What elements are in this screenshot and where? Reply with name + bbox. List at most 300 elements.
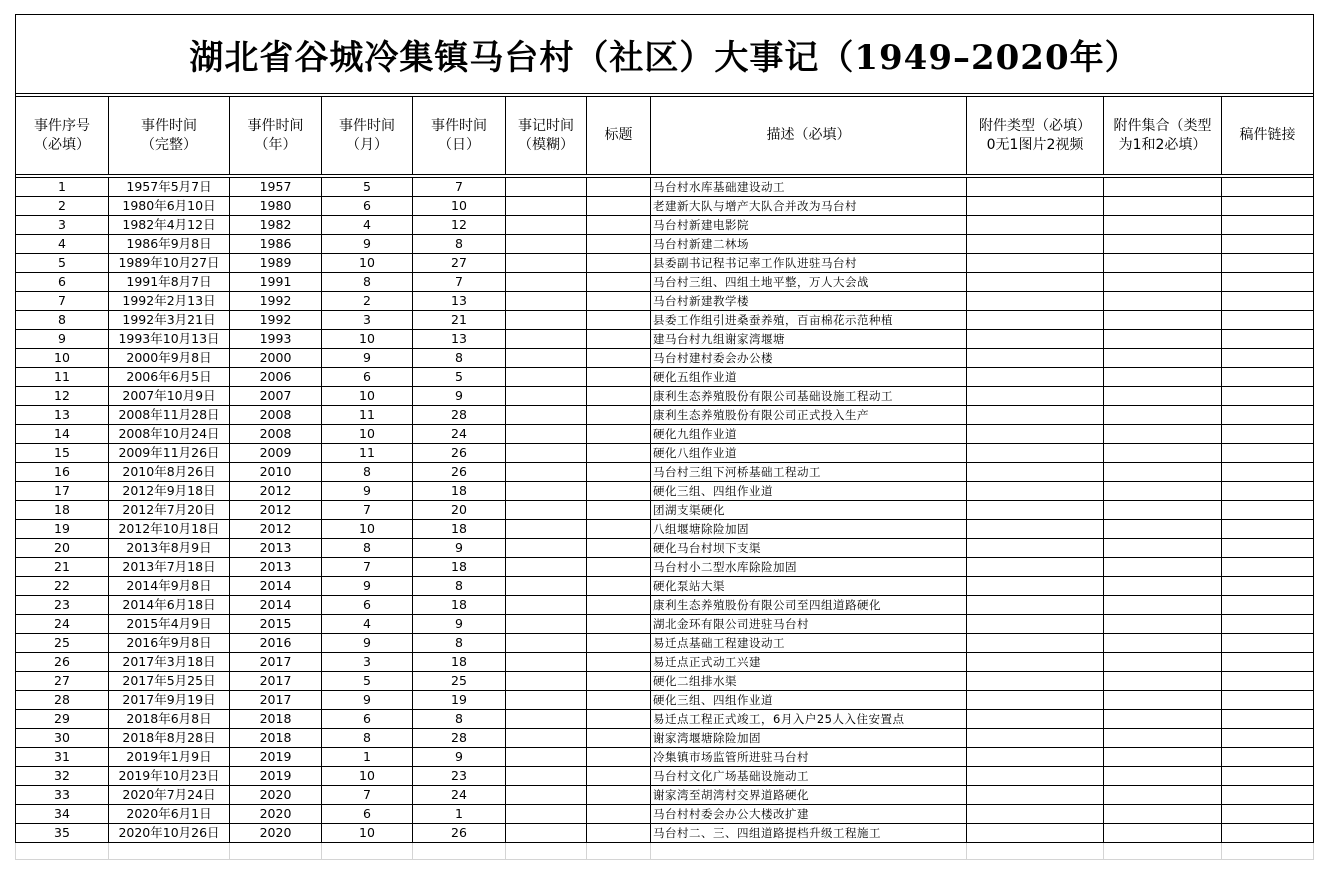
empty-cell[interactable] <box>413 843 506 860</box>
table-cell[interactable] <box>1104 501 1222 520</box>
table-cell[interactable] <box>506 710 587 729</box>
table-cell[interactable]: 1 <box>322 748 413 767</box>
table-cell[interactable] <box>1104 387 1222 406</box>
table-cell[interactable] <box>1222 216 1314 235</box>
table-cell[interactable] <box>1104 691 1222 710</box>
table-cell[interactable]: 10 <box>322 824 413 843</box>
table-cell[interactable]: 26 <box>413 824 506 843</box>
table-cell[interactable] <box>1104 653 1222 672</box>
table-cell[interactable]: 4 <box>322 615 413 634</box>
table-cell[interactable]: 2012 <box>230 501 322 520</box>
table-cell[interactable]: 马台村小二型水库除险加固 <box>651 558 967 577</box>
table-cell[interactable]: 马台村三组下河桥基础工程动工 <box>651 463 967 482</box>
table-cell[interactable]: 9 <box>413 539 506 558</box>
table-cell[interactable]: 31 <box>16 748 109 767</box>
table-cell[interactable]: 4 <box>322 216 413 235</box>
table-cell[interactable] <box>967 444 1104 463</box>
table-cell[interactable] <box>967 349 1104 368</box>
table-cell[interactable]: 32 <box>16 767 109 786</box>
column-header[interactable] <box>230 97 322 175</box>
table-cell[interactable] <box>1104 311 1222 330</box>
table-cell[interactable] <box>1222 520 1314 539</box>
table-cell[interactable]: 1 <box>16 178 109 197</box>
table-cell[interactable]: 1992 <box>230 292 322 311</box>
table-cell[interactable] <box>587 672 651 691</box>
table-cell[interactable] <box>1104 539 1222 558</box>
table-cell[interactable] <box>1104 767 1222 786</box>
table-cell[interactable]: 5 <box>322 672 413 691</box>
table-cell[interactable]: 11 <box>322 406 413 425</box>
table-cell[interactable]: 9 <box>413 748 506 767</box>
table-cell[interactable]: 2014 <box>230 577 322 596</box>
table-cell[interactable] <box>587 653 651 672</box>
table-cell[interactable] <box>1222 368 1314 387</box>
empty-cell[interactable] <box>322 843 413 860</box>
table-cell[interactable]: 马台村三组、四组土地平整，万人大会战 <box>651 273 967 292</box>
table-cell[interactable] <box>506 767 587 786</box>
table-cell[interactable] <box>587 406 651 425</box>
table-cell[interactable]: 7 <box>413 178 506 197</box>
table-cell[interactable]: 6 <box>16 273 109 292</box>
table-cell[interactable] <box>967 216 1104 235</box>
table-cell[interactable] <box>967 330 1104 349</box>
table-cell[interactable]: 易迁点工程正式竣工，6月入户25人入住安置点 <box>651 710 967 729</box>
table-cell[interactable]: 8 <box>322 539 413 558</box>
table-cell[interactable]: 硬化三组、四组作业道 <box>651 482 967 501</box>
table-cell[interactable] <box>587 691 651 710</box>
table-cell[interactable] <box>1104 178 1222 197</box>
table-cell[interactable] <box>967 539 1104 558</box>
table-cell[interactable] <box>506 444 587 463</box>
table-cell[interactable]: 17 <box>16 482 109 501</box>
table-cell[interactable]: 建马台村九组谢家湾堰塘 <box>651 330 967 349</box>
table-cell[interactable] <box>1104 368 1222 387</box>
table-cell[interactable] <box>587 349 651 368</box>
table-cell[interactable]: 9 <box>322 577 413 596</box>
table-cell[interactable] <box>967 748 1104 767</box>
table-cell[interactable] <box>1104 786 1222 805</box>
table-cell[interactable]: 2016 <box>230 634 322 653</box>
table-cell[interactable] <box>1222 672 1314 691</box>
table-cell[interactable]: 10 <box>322 767 413 786</box>
table-cell[interactable] <box>506 691 587 710</box>
empty-cell[interactable] <box>651 843 967 860</box>
table-cell[interactable]: 1991 <box>230 273 322 292</box>
table-cell[interactable]: 2014 <box>230 596 322 615</box>
table-cell[interactable]: 24 <box>16 615 109 634</box>
table-cell[interactable]: 4 <box>16 235 109 254</box>
table-cell[interactable] <box>1222 615 1314 634</box>
table-cell[interactable] <box>506 463 587 482</box>
table-cell[interactable] <box>1104 558 1222 577</box>
table-cell[interactable] <box>506 197 587 216</box>
table-cell[interactable]: 27 <box>16 672 109 691</box>
table-cell[interactable]: 康利生态养殖股份有限公司正式投入生产 <box>651 406 967 425</box>
table-cell[interactable] <box>1104 824 1222 843</box>
table-cell[interactable]: 7 <box>322 786 413 805</box>
table-cell[interactable]: 2008 <box>230 425 322 444</box>
table-cell[interactable] <box>1104 235 1222 254</box>
empty-cell[interactable] <box>506 843 587 860</box>
table-cell[interactable] <box>587 311 651 330</box>
table-cell[interactable] <box>506 254 587 273</box>
table-cell[interactable] <box>967 425 1104 444</box>
table-cell[interactable]: 33 <box>16 786 109 805</box>
column-header[interactable] <box>413 97 506 175</box>
empty-cell[interactable] <box>1104 843 1222 860</box>
table-cell[interactable]: 1992年2月13日 <box>109 292 230 311</box>
table-cell[interactable]: 13 <box>413 292 506 311</box>
table-cell[interactable] <box>506 615 587 634</box>
table-cell[interactable]: 硬化九组作业道 <box>651 425 967 444</box>
table-cell[interactable]: 12 <box>16 387 109 406</box>
table-cell[interactable] <box>587 729 651 748</box>
table-cell[interactable] <box>1222 311 1314 330</box>
table-cell[interactable]: 冷集镇市场监管所进驻马台村 <box>651 748 967 767</box>
table-cell[interactable] <box>1222 406 1314 425</box>
table-cell[interactable] <box>1222 273 1314 292</box>
table-cell[interactable] <box>1222 748 1314 767</box>
table-cell[interactable]: 25 <box>16 634 109 653</box>
empty-cell[interactable] <box>967 843 1104 860</box>
table-cell[interactable]: 2007年10月9日 <box>109 387 230 406</box>
empty-cell[interactable] <box>230 843 322 860</box>
table-cell[interactable]: 2010年8月26日 <box>109 463 230 482</box>
table-cell[interactable]: 硬化八组作业道 <box>651 444 967 463</box>
table-cell[interactable]: 1992年3月21日 <box>109 311 230 330</box>
table-cell[interactable] <box>967 577 1104 596</box>
table-cell[interactable] <box>1104 482 1222 501</box>
table-cell[interactable] <box>506 482 587 501</box>
table-cell[interactable]: 2008 <box>230 406 322 425</box>
table-cell[interactable] <box>506 520 587 539</box>
table-cell[interactable] <box>506 653 587 672</box>
column-header[interactable] <box>967 97 1104 175</box>
table-cell[interactable]: 康利生态养殖股份有限公司基础设施工程动工 <box>651 387 967 406</box>
table-cell[interactable]: 3 <box>16 216 109 235</box>
table-cell[interactable] <box>587 387 651 406</box>
table-cell[interactable] <box>506 634 587 653</box>
column-header[interactable] <box>651 97 967 175</box>
table-cell[interactable]: 2017年9月19日 <box>109 691 230 710</box>
table-cell[interactable] <box>967 368 1104 387</box>
table-cell[interactable]: 9 <box>322 235 413 254</box>
table-cell[interactable]: 1993年10月13日 <box>109 330 230 349</box>
table-cell[interactable]: 9 <box>322 634 413 653</box>
table-cell[interactable]: 2019年10月23日 <box>109 767 230 786</box>
table-cell[interactable] <box>967 615 1104 634</box>
table-cell[interactable]: 2020 <box>230 786 322 805</box>
table-cell[interactable] <box>967 197 1104 216</box>
table-cell[interactable]: 2017年3月18日 <box>109 653 230 672</box>
table-cell[interactable]: 马台村新建教学楼 <box>651 292 967 311</box>
table-cell[interactable] <box>506 368 587 387</box>
table-cell[interactable]: 19 <box>16 520 109 539</box>
table-cell[interactable] <box>1222 254 1314 273</box>
table-cell[interactable]: 2012年7月20日 <box>109 501 230 520</box>
table-cell[interactable] <box>587 520 651 539</box>
table-cell[interactable] <box>967 520 1104 539</box>
table-cell[interactable] <box>587 463 651 482</box>
table-cell[interactable]: 2007 <box>230 387 322 406</box>
table-cell[interactable]: 2020 <box>230 824 322 843</box>
table-cell[interactable]: 30 <box>16 729 109 748</box>
empty-cell[interactable] <box>16 843 109 860</box>
table-cell[interactable] <box>506 748 587 767</box>
table-cell[interactable]: 12 <box>413 216 506 235</box>
table-cell[interactable] <box>587 539 651 558</box>
table-cell[interactable] <box>1104 292 1222 311</box>
table-cell[interactable]: 8 <box>322 729 413 748</box>
table-cell[interactable]: 18 <box>413 558 506 577</box>
table-cell[interactable]: 9 <box>322 482 413 501</box>
table-cell[interactable]: 14 <box>16 425 109 444</box>
table-cell[interactable] <box>587 216 651 235</box>
table-cell[interactable]: 28 <box>16 691 109 710</box>
table-cell[interactable]: 9 <box>413 387 506 406</box>
table-cell[interactable] <box>967 558 1104 577</box>
table-cell[interactable] <box>1222 235 1314 254</box>
table-cell[interactable]: 5 <box>322 178 413 197</box>
table-cell[interactable] <box>1104 710 1222 729</box>
table-cell[interactable]: 2020年7月24日 <box>109 786 230 805</box>
table-cell[interactable]: 2014年6月18日 <box>109 596 230 615</box>
empty-cell[interactable] <box>109 843 230 860</box>
table-cell[interactable] <box>1104 349 1222 368</box>
table-cell[interactable]: 3 <box>322 311 413 330</box>
table-cell[interactable]: 2006 <box>230 368 322 387</box>
table-cell[interactable] <box>1222 425 1314 444</box>
table-cell[interactable]: 1991年8月7日 <box>109 273 230 292</box>
table-cell[interactable]: 1992 <box>230 311 322 330</box>
table-cell[interactable]: 湖北金环有限公司进驻马台村 <box>651 615 967 634</box>
table-cell[interactable]: 13 <box>413 330 506 349</box>
table-cell[interactable] <box>506 824 587 843</box>
table-cell[interactable] <box>1222 387 1314 406</box>
table-cell[interactable]: 1980 <box>230 197 322 216</box>
table-cell[interactable]: 2019 <box>230 748 322 767</box>
table-cell[interactable]: 1957年5月7日 <box>109 178 230 197</box>
table-cell[interactable] <box>587 254 651 273</box>
table-cell[interactable] <box>1222 197 1314 216</box>
table-cell[interactable]: 八组堰塘除险加固 <box>651 520 967 539</box>
table-cell[interactable]: 易迁点正式动工兴建 <box>651 653 967 672</box>
table-cell[interactable]: 18 <box>413 653 506 672</box>
table-cell[interactable]: 2008年10月24日 <box>109 425 230 444</box>
table-cell[interactable] <box>1104 425 1222 444</box>
table-cell[interactable]: 10 <box>322 425 413 444</box>
table-cell[interactable] <box>587 596 651 615</box>
table-cell[interactable]: 6 <box>322 197 413 216</box>
table-cell[interactable] <box>587 368 651 387</box>
table-cell[interactable]: 县委工作组引进桑蚕养殖，百亩棉花示范种植 <box>651 311 967 330</box>
table-cell[interactable]: 2017 <box>230 653 322 672</box>
table-cell[interactable]: 28 <box>413 729 506 748</box>
table-cell[interactable]: 2014年9月8日 <box>109 577 230 596</box>
table-cell[interactable] <box>1222 634 1314 653</box>
table-cell[interactable]: 1986年9月8日 <box>109 235 230 254</box>
table-cell[interactable]: 6 <box>322 368 413 387</box>
table-cell[interactable]: 34 <box>16 805 109 824</box>
table-cell[interactable] <box>587 805 651 824</box>
empty-cell[interactable] <box>587 843 651 860</box>
table-cell[interactable]: 20 <box>413 501 506 520</box>
table-cell[interactable] <box>1104 197 1222 216</box>
table-cell[interactable]: 马台村新建二林场 <box>651 235 967 254</box>
table-cell[interactable]: 22 <box>16 577 109 596</box>
table-cell[interactable] <box>1222 178 1314 197</box>
table-cell[interactable] <box>506 577 587 596</box>
table-cell[interactable] <box>1104 577 1222 596</box>
table-cell[interactable] <box>967 254 1104 273</box>
table-cell[interactable] <box>1222 444 1314 463</box>
table-cell[interactable]: 马台村新建电影院 <box>651 216 967 235</box>
table-cell[interactable]: 35 <box>16 824 109 843</box>
empty-cell[interactable] <box>1222 843 1314 860</box>
table-cell[interactable]: 谢家湾堰塘除险加固 <box>651 729 967 748</box>
table-cell[interactable] <box>1222 653 1314 672</box>
table-cell[interactable]: 5 <box>413 368 506 387</box>
table-cell[interactable] <box>587 748 651 767</box>
table-cell[interactable]: 26 <box>413 444 506 463</box>
table-cell[interactable]: 8 <box>413 634 506 653</box>
table-cell[interactable]: 1989年10月27日 <box>109 254 230 273</box>
table-cell[interactable]: 2006年6月5日 <box>109 368 230 387</box>
column-header[interactable] <box>1222 97 1314 175</box>
table-cell[interactable]: 硬化二组排水渠 <box>651 672 967 691</box>
table-cell[interactable]: 1980年6月10日 <box>109 197 230 216</box>
table-cell[interactable]: 8 <box>322 273 413 292</box>
table-cell[interactable] <box>967 406 1104 425</box>
table-cell[interactable]: 8 <box>322 463 413 482</box>
table-cell[interactable] <box>1222 729 1314 748</box>
table-cell[interactable] <box>967 672 1104 691</box>
table-cell[interactable]: 硬化泵站大渠 <box>651 577 967 596</box>
table-cell[interactable]: 21 <box>413 311 506 330</box>
table-cell[interactable]: 5 <box>16 254 109 273</box>
table-cell[interactable]: 2013年8月9日 <box>109 539 230 558</box>
table-cell[interactable] <box>587 710 651 729</box>
table-cell[interactable] <box>506 216 587 235</box>
table-cell[interactable] <box>1104 729 1222 748</box>
table-cell[interactable]: 2015 <box>230 615 322 634</box>
table-cell[interactable] <box>587 767 651 786</box>
table-cell[interactable] <box>506 729 587 748</box>
table-cell[interactable]: 11 <box>322 444 413 463</box>
table-cell[interactable] <box>506 672 587 691</box>
table-cell[interactable] <box>587 501 651 520</box>
table-cell[interactable] <box>967 292 1104 311</box>
table-cell[interactable]: 2017 <box>230 691 322 710</box>
table-cell[interactable] <box>506 292 587 311</box>
table-cell[interactable] <box>967 596 1104 615</box>
table-cell[interactable] <box>967 634 1104 653</box>
table-cell[interactable] <box>506 330 587 349</box>
table-cell[interactable]: 10 <box>322 520 413 539</box>
table-cell[interactable]: 2018 <box>230 729 322 748</box>
table-cell[interactable] <box>506 558 587 577</box>
table-cell[interactable]: 18 <box>16 501 109 520</box>
table-cell[interactable] <box>1222 805 1314 824</box>
table-cell[interactable]: 2018年8月28日 <box>109 729 230 748</box>
table-cell[interactable] <box>1104 634 1222 653</box>
table-cell[interactable]: 2 <box>322 292 413 311</box>
table-cell[interactable] <box>506 501 587 520</box>
table-cell[interactable]: 26 <box>413 463 506 482</box>
table-cell[interactable]: 7 <box>322 501 413 520</box>
table-cell[interactable]: 2015年4月9日 <box>109 615 230 634</box>
table-cell[interactable]: 6 <box>322 805 413 824</box>
table-cell[interactable]: 2016年9月8日 <box>109 634 230 653</box>
table-cell[interactable] <box>587 292 651 311</box>
table-cell[interactable] <box>1104 216 1222 235</box>
table-cell[interactable]: 9 <box>322 691 413 710</box>
table-cell[interactable]: 2012 <box>230 520 322 539</box>
table-cell[interactable]: 27 <box>413 254 506 273</box>
table-cell[interactable] <box>587 577 651 596</box>
table-cell[interactable]: 康利生态养殖股份有限公司至四组道路硬化 <box>651 596 967 615</box>
table-cell[interactable] <box>1104 330 1222 349</box>
table-cell[interactable] <box>1104 520 1222 539</box>
table-cell[interactable]: 9 <box>322 349 413 368</box>
table-cell[interactable]: 2017 <box>230 672 322 691</box>
table-cell[interactable]: 2009年11月26日 <box>109 444 230 463</box>
table-cell[interactable]: 县委副书记程书记率工作队进驻马台村 <box>651 254 967 273</box>
table-cell[interactable]: 10 <box>322 330 413 349</box>
table-cell[interactable]: 2020年10月26日 <box>109 824 230 843</box>
table-cell[interactable]: 20 <box>16 539 109 558</box>
column-header[interactable] <box>16 97 109 175</box>
table-cell[interactable]: 8 <box>413 577 506 596</box>
table-cell[interactable] <box>587 786 651 805</box>
table-cell[interactable]: 3 <box>322 653 413 672</box>
table-cell[interactable]: 2013 <box>230 558 322 577</box>
table-cell[interactable]: 23 <box>413 767 506 786</box>
table-cell[interactable] <box>587 558 651 577</box>
table-cell[interactable] <box>1222 824 1314 843</box>
table-cell[interactable] <box>967 273 1104 292</box>
table-cell[interactable] <box>1222 330 1314 349</box>
column-header[interactable] <box>322 97 413 175</box>
table-cell[interactable] <box>506 805 587 824</box>
table-cell[interactable]: 2012 <box>230 482 322 501</box>
table-cell[interactable]: 2017年5月25日 <box>109 672 230 691</box>
table-cell[interactable] <box>967 805 1104 824</box>
table-cell[interactable] <box>1104 615 1222 634</box>
table-cell[interactable] <box>587 178 651 197</box>
table-cell[interactable] <box>967 482 1104 501</box>
table-cell[interactable] <box>1104 596 1222 615</box>
table-cell[interactable] <box>967 501 1104 520</box>
column-header[interactable] <box>1104 97 1222 175</box>
table-cell[interactable]: 马台村二、三、四组道路提档升级工程施工 <box>651 824 967 843</box>
table-cell[interactable] <box>1104 406 1222 425</box>
table-cell[interactable] <box>587 330 651 349</box>
table-cell[interactable]: 1986 <box>230 235 322 254</box>
table-cell[interactable]: 2 <box>16 197 109 216</box>
table-cell[interactable] <box>967 311 1104 330</box>
table-cell[interactable]: 23 <box>16 596 109 615</box>
table-cell[interactable]: 马台村文化广场基础设施动工 <box>651 767 967 786</box>
table-cell[interactable]: 2012年9月18日 <box>109 482 230 501</box>
table-cell[interactable] <box>506 425 587 444</box>
table-cell[interactable] <box>1222 691 1314 710</box>
table-cell[interactable]: 谢家湾至胡湾村交界道路硬化 <box>651 786 967 805</box>
table-cell[interactable] <box>1222 786 1314 805</box>
table-cell[interactable]: 18 <box>413 520 506 539</box>
table-cell[interactable] <box>1222 577 1314 596</box>
table-cell[interactable] <box>1222 558 1314 577</box>
